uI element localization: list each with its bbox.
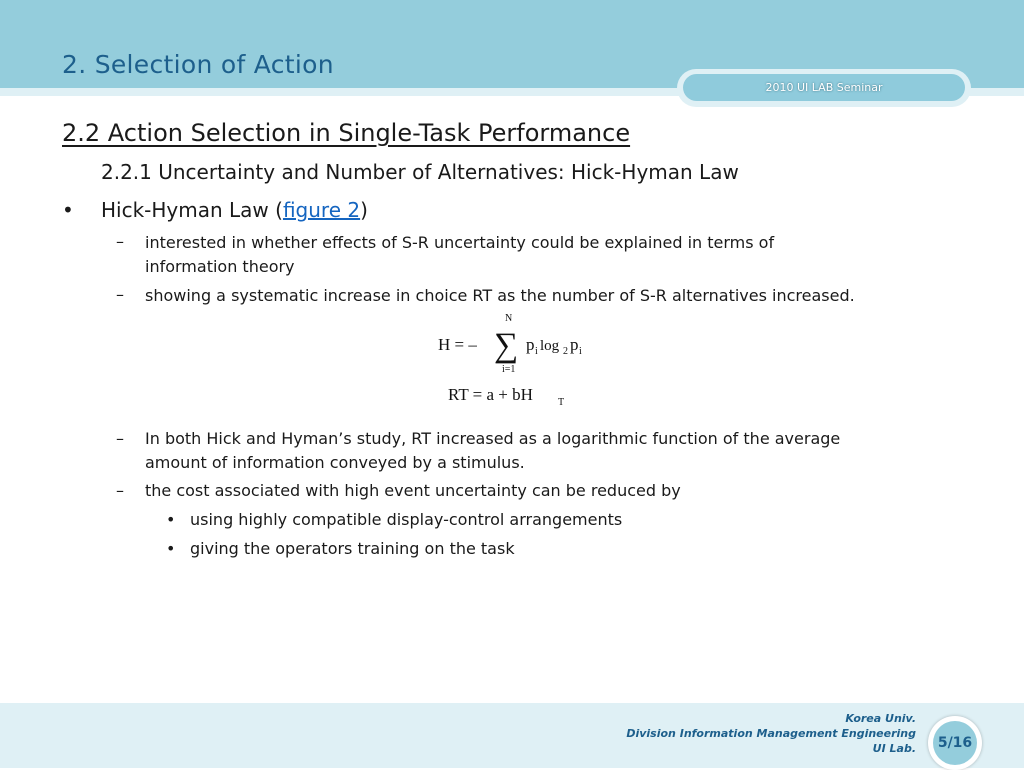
page-number: 5/16 [933,721,977,765]
sum-lower: i=1 [502,364,516,375]
eq1-base: 2 [563,346,568,357]
sum-upper: N [505,313,513,324]
footer-division: Division Information Management Engineering [626,727,916,740]
sum-symbol: ∑ [494,327,519,364]
bullet-marker: • [62,198,74,222]
eq1-sub-i: i [535,346,538,357]
section-heading: 2.2 Action Selection in Single-Task Performance [62,119,631,147]
bullet-hick-hyman [101,198,368,222]
sub-bullet-marker: • [166,539,176,558]
footer-university: Korea Univ. [845,712,916,725]
hick-hyman-formula [436,312,606,412]
seminar-badge: 2010 UI LAB Seminar [683,74,965,101]
bullet-close: ) [360,198,368,222]
bullet-label: Hick-Hyman Law ( [101,198,283,222]
footer-lab: UI Lab. [872,742,916,755]
eq2-sub: T [558,397,565,408]
dash-item-3-line1: In both Hick and Hyman’s study, RT increased as a logarithmic function of the average [145,429,841,448]
dash-marker: – [116,232,124,251]
eq1-p: p [526,335,535,354]
dash-item-3-line2: amount of information conveyed by a stimulus. [145,453,525,472]
slide-title: 2. Selection of Action [62,50,334,79]
eq2-main: RT = a + bH [448,385,533,404]
figure-link[interactable]: figure 2 [282,198,361,222]
sub-bullet-marker: • [166,510,176,529]
dash-marker: – [116,481,124,500]
sub-bullet-2: giving the operators training on the task [190,539,515,558]
sub-bullet-1: using highly compatible display-control arrangements [190,510,623,529]
dash-item-1-line2: information theory [145,257,295,276]
dash-marker: – [116,429,124,448]
eq1-p2: p [570,335,579,354]
footer-affiliation [626,711,916,756]
eq1-lhs: H = – [438,335,477,354]
dash-item-2-line1: showing a systematic increase in choice RT as the number of S-R alternatives increased. [145,286,855,305]
eq1-sub-i2: i [579,346,582,357]
dash-marker: – [116,285,124,304]
eq1-log: log [540,338,560,354]
subsection-heading: 2.2.1 Uncertainty and Number of Alternatives: Hick-Hyman Law [101,160,739,184]
dash-item-4-line1: the cost associated with high event uncertainty can be reduced by [145,481,681,500]
dash-item-1-line1: interested in whether effects of S-R uncertainty could be explained in terms of [145,233,775,252]
